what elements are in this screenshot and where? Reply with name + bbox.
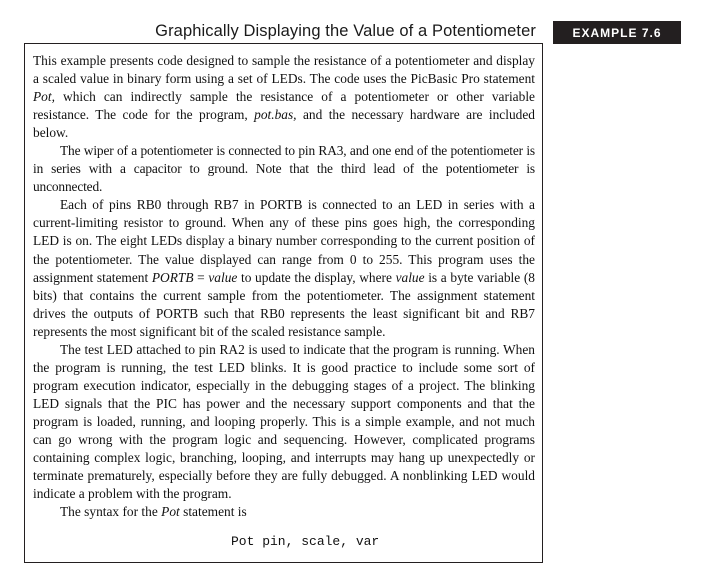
text-run: which can indirectly sample the resistance of a potentiometer or other variable resistance. The code for the program, — [33, 89, 535, 123]
text-run: Each of pins RB0 through RB7 in PORTB is connected to an LED in series with a current-limiting resistor to ground. When any of these pins goes high, the corresponding LED is on. The eight LEDs display a binary number corresponding to the current position of the potentiometer. The value displayed can range from 0 to 255. This program uses the assignment statement — [33, 197, 535, 285]
text-run: to update the display, where — [237, 269, 396, 285]
inline-keyword-pot: Pot — [161, 504, 180, 520]
code-syntax-line: Pot pin, scale, var — [231, 534, 380, 550]
paragraph-test-led: The test LED attached to pin RA2 is used to indicate that the program is running. When the program is running, the test LED blinks. It is good practice to include some sort of program execution indicator, especially in the debugging stages of a project. The blinking LED signals that the PIC has power and the necessary support components and that the program is loaded, running, and looping properly. This is a simple example, and not much can go wrong with the program logic and sequencing. However, complicated programs containing complex logic, branching, looping, and interrupts may hang up unexpectedly or terminate prematurely, especially before they are fully debugged. A nonblinking LED would indicate a problem with the program. — [33, 341, 535, 502]
inline-value: value — [208, 269, 238, 285]
example-text-box — [24, 43, 543, 563]
text-run: The syntax for the — [60, 504, 162, 520]
inline-filename: pot.bas, — [254, 107, 297, 123]
text-run: This example presents code designed to sample the resistance of a potentiometer and display a scaled value in binary form using a set of LEDs. The code uses the PicBasic Pro statement — [33, 53, 535, 87]
text-run: = — [193, 269, 209, 285]
paragraph-syntax — [33, 503, 535, 521]
text-run: statement is — [179, 504, 247, 520]
paragraph-intro — [33, 52, 535, 142]
section-title: Graphically Displaying the Value of a Potentiometer — [155, 22, 536, 40]
inline-keyword-pot: Pot, — [33, 89, 55, 105]
inline-portb: PORTB — [151, 269, 194, 285]
text-run: and the necessary hardware are included below. — [33, 107, 535, 141]
paragraph-portb — [33, 196, 535, 340]
text-run: is a byte variable (8 bits) that contains the current sample from the potentiometer. The assignment statement drives the outputs of PORTB such that RB0 represents the least significant bit and RB7 represents the most significant bit of the scaled resistance sample. — [33, 269, 535, 339]
paragraph-wiper: The wiper of a potentiometer is connected to pin RA3, and one end of the potentiometer is in series with a capacitor to ground. Note that the third lead of the potentiometer is unconnected. — [33, 143, 535, 195]
inline-value: value — [395, 269, 425, 285]
example-badge: EXAMPLE 7.6 — [553, 21, 681, 44]
